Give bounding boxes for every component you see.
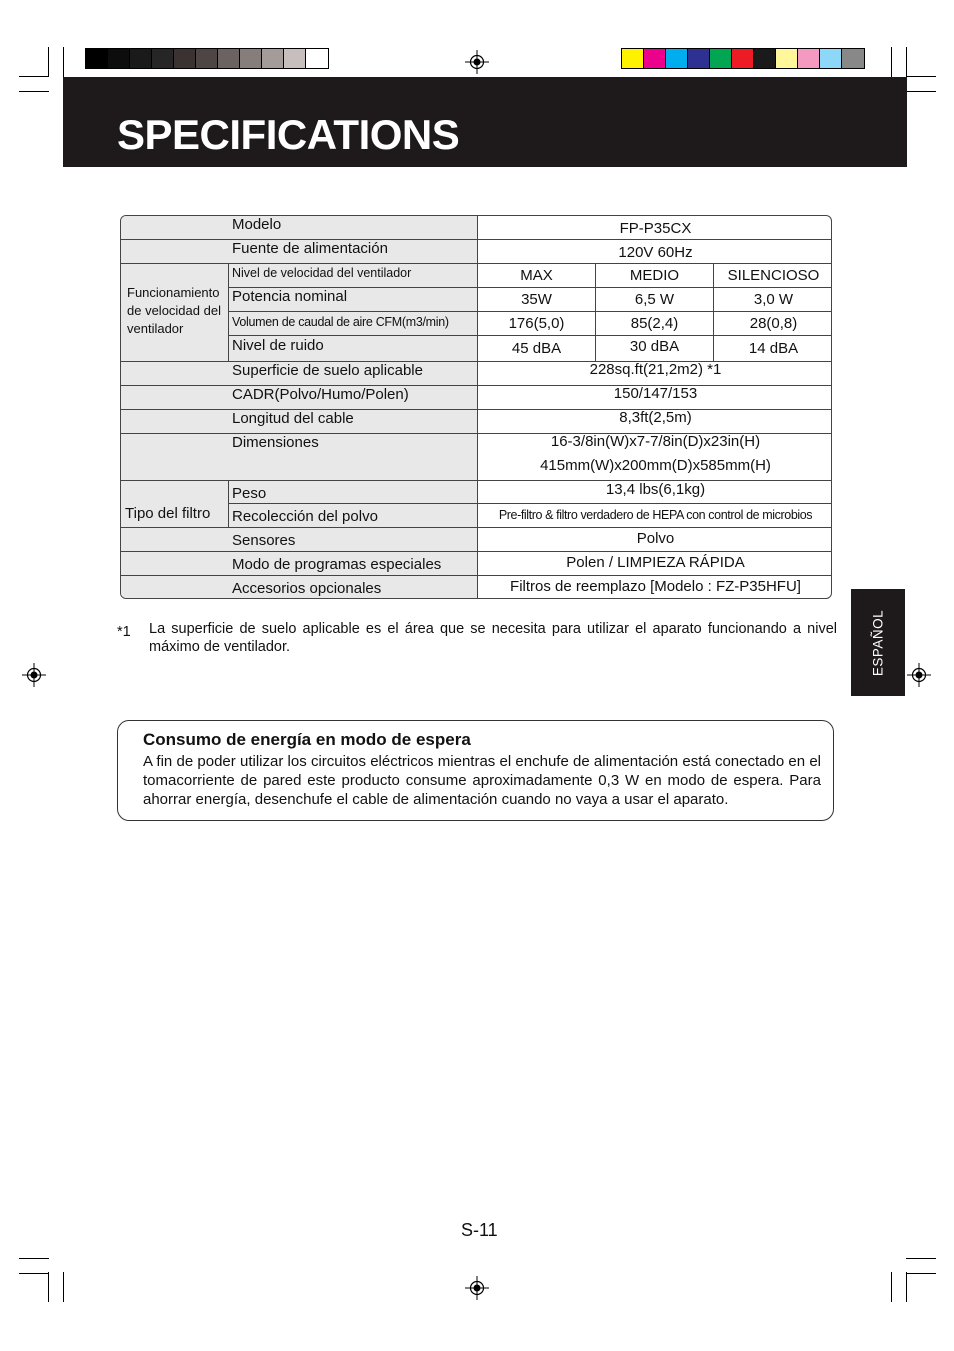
row-value: Polvo: [636, 530, 675, 547]
row-value: MEDIO: [629, 267, 680, 284]
row-value: 228sq.ft(21,2m2) *1: [589, 361, 722, 378]
color-swatch: [798, 49, 820, 68]
color-swatch: [306, 49, 328, 68]
row-value: Filtros de reemplazo [Modelo : FZ-P35HFU]: [510, 578, 801, 595]
color-swatch: [174, 49, 196, 68]
footnote-marker: *1: [117, 624, 131, 640]
color-swatch: [152, 49, 174, 68]
row-value: 3,0 W: [753, 291, 794, 308]
language-tab-label: ESPAÑOL: [870, 609, 886, 676]
row-value: 13,4 lbs(6,1kg): [605, 481, 706, 498]
row-label: Sensores: [232, 532, 296, 549]
row-label: Accesorios opcionales: [232, 580, 382, 597]
row-value: 28(0,8): [749, 315, 798, 332]
footnote-text: La superficie de suelo aplicable es el área que se necesita para utilizar el aparato funcionando a nivel máximo de ventilador.: [149, 621, 837, 655]
spec-table: [120, 215, 832, 599]
color-swatch: [108, 49, 130, 68]
color-swatch-bar: [621, 48, 865, 69]
row-value: 8,3ft(2,5m): [619, 409, 692, 426]
row-value: 120V 60Hz: [618, 244, 693, 261]
color-swatch: [622, 49, 644, 68]
row-label: Modo de programas especiales: [232, 556, 442, 573]
row-label: Longitud del cable: [232, 410, 354, 427]
row-value: 30 dBA: [629, 338, 680, 355]
color-swatch: [688, 49, 710, 68]
standby-energy-title: Consumo de energía en modo de espera: [143, 730, 471, 749]
color-swatch: [130, 49, 152, 68]
standby-energy-body: A fin de poder utilizar los circuitos eléctricos mientras el enchufe de alimentación está conectado en el tomacorriente de pared este producto consume aproximadamente 0,3 W en modo de espera. Para ahorrar energía, desenchufe el cable de alimentación cuando no vaya a usar el aparato.: [143, 753, 821, 808]
row-value: 45 dBA: [511, 340, 562, 357]
row-value: 150/147/153: [613, 385, 698, 402]
registration-mark-icon: [22, 663, 46, 687]
color-swatch: [666, 49, 688, 68]
row-label: Dimensiones: [232, 434, 319, 451]
color-swatch: [262, 49, 284, 68]
row-label: Nivel de velocidad del ventilador: [232, 266, 412, 280]
grayscale-swatch-bar: [85, 48, 329, 69]
row-value: 35W: [521, 291, 552, 308]
row-label: Recolección del polvo: [232, 508, 378, 525]
color-swatch: [644, 49, 666, 68]
row-value: 16-3/8in(W)x7-7/8in(D)x23in(H): [550, 433, 761, 450]
registration-mark-icon: [465, 1276, 489, 1300]
row-value: 14 dBA: [748, 340, 799, 357]
registration-mark-icon: [907, 663, 931, 687]
row-value: SILENCIOSO: [727, 267, 820, 284]
page-number: S-11: [461, 1220, 498, 1240]
row-value: 176(5,0): [508, 315, 565, 332]
fan-speed-group-label: Funcionamiento de velocidad del ventilador: [127, 285, 221, 336]
row-label: Modelo: [232, 216, 282, 233]
row-value: MAX: [520, 267, 553, 284]
filter-type-label: Tipo del filtro: [125, 505, 211, 522]
row-value: 415mm(W)x200mm(D)x585mm(H): [540, 457, 771, 474]
color-swatch: [842, 49, 864, 68]
row-label: Superficie de suelo aplicable: [232, 362, 423, 379]
page-title: SPECIFICATIONS: [117, 111, 460, 158]
color-swatch: [754, 49, 776, 68]
color-swatch: [284, 49, 306, 68]
color-swatch: [196, 49, 218, 68]
color-swatch: [218, 49, 240, 68]
color-swatch: [820, 49, 842, 68]
row-value: 6,5 W: [634, 291, 675, 308]
row-label: Peso: [232, 485, 267, 502]
row-label: Volumen de caudal de aire CFM(m3/min): [232, 315, 449, 329]
color-swatch: [776, 49, 798, 68]
color-swatch: [732, 49, 754, 68]
row-value: Pre-filtro & filtro verdadero de HEPA con control de microbios: [498, 508, 813, 522]
color-swatch: [240, 49, 262, 68]
standby-energy-box: [117, 720, 834, 821]
row-label: Fuente de alimentación: [232, 240, 388, 257]
color-swatch: [710, 49, 732, 68]
row-value: Polen / LIMPIEZA RÁPIDA: [566, 554, 745, 571]
row-value: FP-P35CX: [619, 220, 692, 237]
language-tab: [851, 589, 905, 696]
row-value: 85(2,4): [630, 315, 679, 332]
row-label: CADR(Polvo/Humo/Polen): [232, 386, 409, 403]
color-swatch: [86, 49, 108, 68]
registration-mark-icon: [465, 50, 489, 74]
row-label: Nivel de ruido: [232, 337, 324, 354]
row-label: Potencia nominal: [232, 288, 348, 305]
